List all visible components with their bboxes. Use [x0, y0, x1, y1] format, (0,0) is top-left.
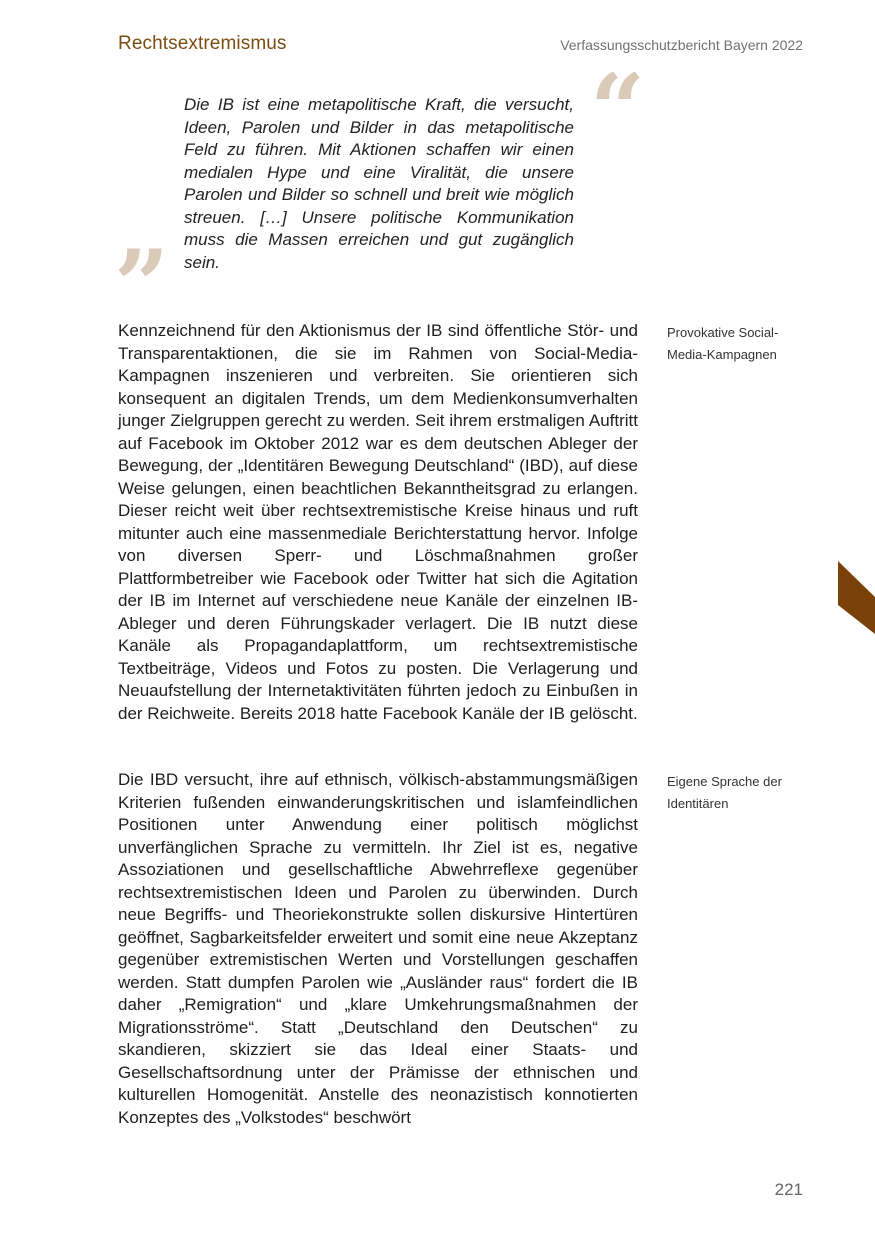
margin-note-2: Eigene Sprache der Identitären — [667, 774, 782, 811]
close-quote-mark: ” — [114, 229, 170, 342]
pull-quote: Die IB ist eine metapolitische Kraft, die versucht, Ideen, Parolen und Bilder in das metapolitische Feld zu führen. Mit Aktionen schaffen wir einen medialen Hype und eine Viralität, die unsere Parolen und Bilder so schnell und breit wie möglich streuen. […] Unsere politische Kommunikation muss die Massen erreichen und gut zugänglich sein. — [184, 95, 574, 272]
body-paragraph-2: Die IBD versucht, ihre auf ethnisch, völkisch-abstammungsmäßigen Kriterien fußenden einwanderungskritischen und islamfeindlichen Positionen unter Anwendung einer politisch möglichst unverfänglichen Sprache zu vermitteln. Ihr Ziel ist es, negative Assoziationen und gesellschaftliche Abwehrreflexe gegenüber rechtsextremistischen Ideen und Parolen zu überwinden. Durch neue Begriffs- und Theoriekonstrukte sollen diskursive Hintertüren geöffnet, Sagbarkeitsfelder erweitert und somit eine neue Akzeptanz gegenüber extremistischen Werten und Vorstellungen geschaffen werden. Statt dumpfen Parolen wie „Ausländer raus“ fordert die IB daher „Remigration“ und „klare Umkehrungsmaßnahmen der Migrationsströme“. Statt „Deutschland den Deutschen“ zu skandieren, skizziert sie das Ideal einer Staats- und Gesellschaftsordnung unter der Prämisse der ethnischen und kulturellen Homogenität. Anstelle des neonazistisch konnotierten Konzeptes des „Volkstodes“ beschwört — [118, 770, 638, 1127]
page-number: 221 — [774, 1180, 803, 1199]
section-title: Rechtsextremismus — [118, 33, 287, 54]
report-title: Verfassungsschutzbericht Bayern 2022 — [560, 37, 803, 53]
margin-note-1: Provokative Social-Media-Kampagnen — [667, 325, 779, 362]
body-paragraph-1: Kennzeichnend für den Aktionismus der IB sind öffentliche Stör- und Transparentaktionen, die sie im Rahmen von Social-Media-Kampagnen inszenieren und verbreiten. Sie orientieren sich konsequent an digitalen Trends, um dem Medienkonsumverhalten junger Zielgruppen gerecht zu werden. Seit ihrem erstmaligen Auftritt auf Facebook im Oktober 2012 war es dem deutschen Ableger der Bewegung, der „Identitären Bewegung Deutschland“ (IBD), auf diese Weise gelungen, einen beachtlichen Bekanntheitsgrad zu erlangen. Dieser reicht weit über rechtsextremistische Kreise hinaus und ruft mitunter auch eine massenmediale Berichterstattung hervor. Infolge von diversen Sperr- und Löschmaßnahmen großer Plattformbetreiber wie Facebook oder Twitter hat sich die Agitation der IB im Internet auf verschiedene neue Kanäle der einzelnen IB-Ableger und deren Führungskader verlagert. Die IB nutzt diese Kanäle als Propagandaplattform, um rechtsextremistische Textbeiträge, Videos und Fotos zu posten. Die Verlagerung und Neuaufstellung der Internetaktivitäten führten jedoch zu Einbußen in der Reichweite. Bereits 2018 hatte Facebook Kanäle der IB gelöscht. — [118, 321, 638, 723]
open-quote-mark: “ — [590, 53, 646, 166]
chapter-tab-marker — [838, 561, 875, 634]
